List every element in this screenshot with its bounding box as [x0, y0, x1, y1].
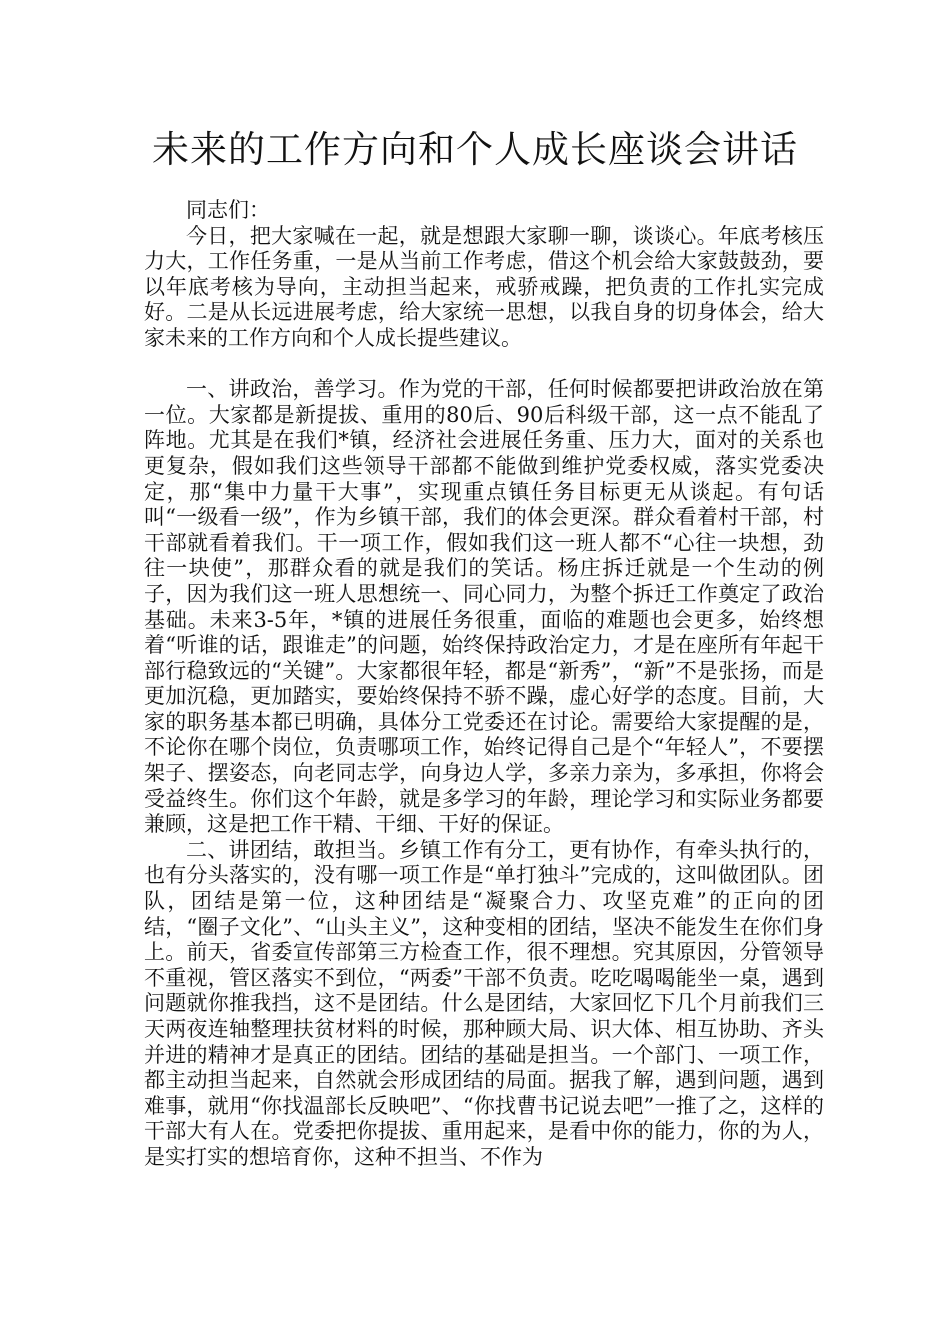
document-body — [144, 198, 824, 1171]
opening-paragraph: 今日，把大家喊在一起，就是想跟大家聊一聊，谈谈心。年底考核压力大，工作任务重，一是从当前工作考虑，借这个机会给大家鼓鼓劲，要以年底考核为导向，主动担当起来，戒骄戒躁，把负责的工作扎实完成好。二是从长远进展考虑，给大家统一思想，以我自身的切身体会，给大家未来的工作方向和个人成长提些建议。 — [144, 223, 824, 350]
salutation: 同志们： — [186, 198, 270, 222]
section-one-paragraph: 一、讲政治，善学习。作为党的干部，任何时候都要把讲政治放在第一位。大家都是新提拔、重用的80后、90后科级干部，这一点不能乱了阵地。尤其是在我们*镇，经济社会进展任务重、压力大，面对的关系也更复杂，假如我们这些领导干部都不能做到维护党委权威，落实党委决定，那“集中力量干大事”，实现重点镇任务目标更无从谈起。有句话叫“一级看一级”，作为乡镇干部，我们的体会更深。群众看着村干部，村干部就看着我们。干一项工作，假如我们这一班人都不“心往一块想，劲往一块使”，那群众看的就是我们的笑话。杨庄拆迁就是一个生动的例子，因为我们这一班人思想统一、同心同力，为整个拆迁工作奠定了政治基础。未来3-5年，*镇的进展任务很重，面临的难题也会更多，始终想着“听谁的话，跟谁走”的问题，始终保持政治定力，才是在座所有年起干部行稳致远的“关键”。大家都很年轻，都是“新秀”，“新”不是张扬，而是更加沉稳，更加踏实，要始终保持不骄不躁，虚心好学的态度。目前，大家的职务基本都已明确，具体分工党委还在讨论。需要给大家提醒的是，不论你在哪个岗位，负责哪项工作，始终记得自己是个“年轻人”，不要摆架子、摆姿态，向老同志学，向身边人学，多亲力亲为，多承担，你将会受益终生。你们这个年龄，就是多学习的年龄，理论学习和实际业务都要兼顾，这是把工作干精、干细、干好的保证。 — [144, 377, 824, 837]
section-two-paragraph: 二、讲团结，敢担当。乡镇工作有分工，更有协作，有牵头执行的，也有分头落实的，没有哪一项工作是“单打独斗”完成的，这叫做团队。团队，团结是第一位，这种团结是“凝聚合力、攻坚克难”的正向的团结，“圈子文化”、“山头主义”，这种变相的团结，坚决不能发生在你们身上。前天，省委宣传部第三方检查工作，很不理想。究其原因，分管领导不重视，管区落实不到位，“两委”干部不负责。吃吃喝喝能坐一桌，遇到问题就你推我挡，这不是团结。什么是团结，大家回忆下几个月前我们三天两夜连轴整理扶贫材料的时候，那种顾大局、识大体、相互协助、齐头并进的精神才是真正的团结。团结的基础是担当。一个部门、一项工作，都主动担当起来，自然就会形成团结的局面。据我了解，遇到问题，遇到难事，就用“你找温部长反映吧”、“你找曹书记说去吧”一推了之，这样的干部大有人在。党委把你提拔、重用起来，是看中你的能力，你的为人，是实打实的想培育你，这种不担当、不作为 — [144, 837, 824, 1169]
document-title: 未来的工作方向和个人成长座谈会讲话 — [152, 128, 798, 171]
